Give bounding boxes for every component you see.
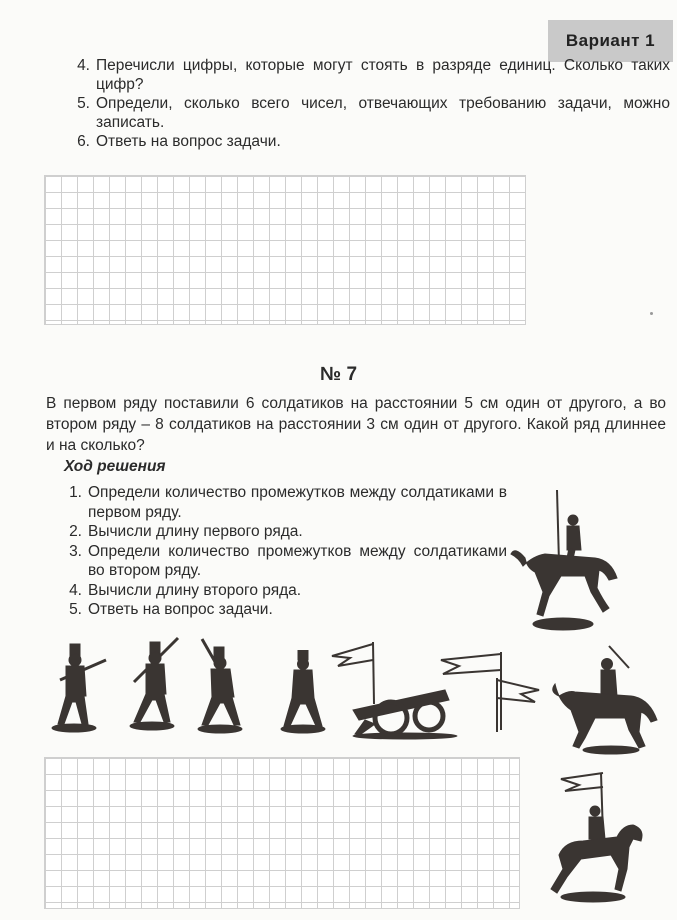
task-number: № 7	[319, 364, 358, 385]
list-item: 4. Перечисли цифры, которые могут стоять в разряде единиц. Сколько таких цифр?	[77, 57, 670, 93]
answer-grid-bottom[interactable]	[44, 757, 520, 909]
print-dot	[650, 312, 653, 315]
list-item: 5. Ответь на вопрос задачи.	[69, 601, 273, 618]
infantry-soldier-icon	[40, 640, 110, 735]
infantry-soldier-icon	[274, 650, 334, 735]
top-instructions	[60, 56, 670, 151]
list-item: 6. Ответь на вопрос задачи.	[77, 133, 281, 150]
list-item: 5. Определи, сколько всего чисел, отвечающих требованию задачи, можно записать.	[77, 95, 670, 131]
flag-icon	[487, 674, 547, 734]
solution-steps	[52, 483, 507, 620]
solution-heading: Ход решения	[64, 458, 166, 475]
list-item: 1. Определи количество промежутков между солдатиками в первом ряду.	[69, 484, 507, 521]
list-item: 2. Вычисли длину первого ряда.	[69, 523, 303, 540]
cavalry-soldier-icon	[537, 765, 657, 905]
list-item: 3. Определи количество промежутков между солдатиками во втором ряду.	[69, 542, 507, 579]
answer-grid-top[interactable]	[44, 175, 526, 325]
infantry-soldier-icon	[120, 632, 190, 732]
list-item: 4. Вычисли длину второго ряда.	[69, 581, 302, 599]
infantry-soldier-icon	[192, 635, 262, 735]
cavalry-soldier-icon	[505, 488, 625, 633]
task-text: В первом ряду поставили 6 солдатиков на расстоянии 5 см один от другого, а во втором ряду – 8 солдатиков на расстоянии 3 см один от другого. Какой ряд длиннее и на сколько?	[46, 395, 666, 454]
variant-badge: Вариант 1	[548, 20, 673, 62]
cavalry-soldier-icon	[545, 640, 670, 755]
